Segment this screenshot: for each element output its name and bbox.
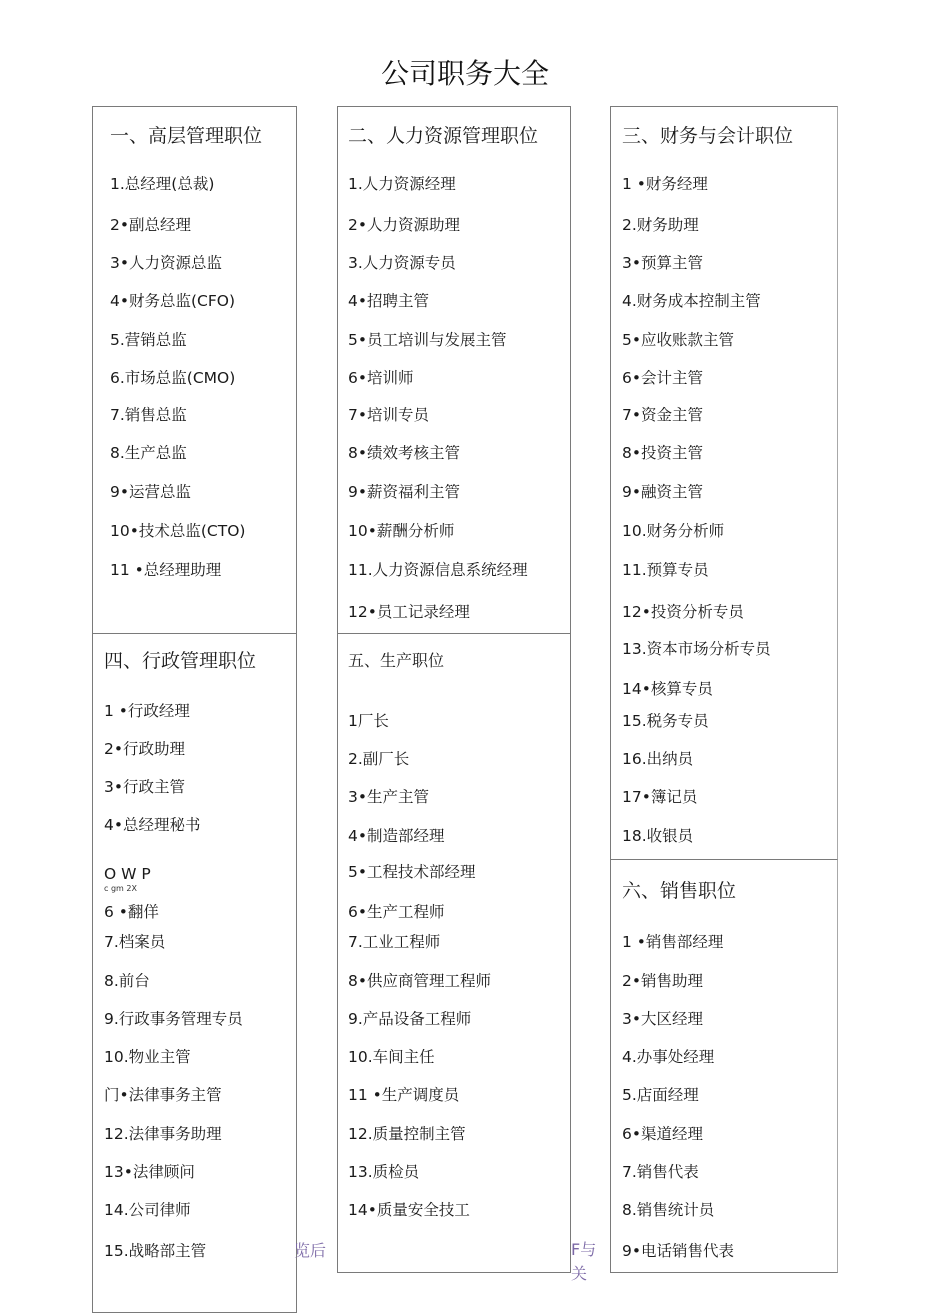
list-item: 2•行政助理 — [104, 740, 186, 758]
list-item: 11.人力资源信息系统经理 — [348, 561, 528, 579]
list-item: 9•融资主管 — [622, 483, 704, 501]
list-item: 15.战略部主管 — [104, 1242, 207, 1260]
list-item: 3•人力资源总监 — [110, 254, 223, 272]
list-item: 12•投资分析专员 — [622, 603, 744, 621]
list-item: 9.产品设备工程师 — [348, 1010, 472, 1028]
list-item: 7.档案员 — [104, 933, 166, 951]
list-item: 8.销售统计员 — [622, 1201, 715, 1219]
page-title: 公司职务大全 — [380, 57, 549, 90]
list-item: 9•运营总监 — [110, 483, 192, 501]
list-item: 5.营销总监 — [110, 331, 187, 349]
list-item: 12.质量控制主管 — [348, 1125, 466, 1143]
list-item: 4.财务成本控制主管 — [622, 292, 761, 310]
list-item: 4.办事处经理 — [622, 1048, 715, 1066]
list-item: 4•制造部经理 — [348, 827, 445, 845]
list-item: 6•会计主管 — [622, 369, 704, 387]
list-item: 7.销售总监 — [110, 406, 187, 424]
list-item: 4•招聘主管 — [348, 292, 430, 310]
watermark-text-right: F与 — [571, 1240, 597, 1259]
list-item: 7•资金主管 — [622, 406, 704, 424]
list-item: 3.人力资源专员 — [348, 254, 456, 272]
list-item: 15.税务专员 — [622, 712, 709, 730]
list-item: 1.人力资源经理 — [348, 175, 456, 193]
section-heading-production: 五、生产职位 — [348, 651, 445, 670]
list-item: 4•总经理秘书 — [104, 816, 201, 834]
list-item: 7.销售代表 — [622, 1163, 699, 1181]
section-heading-finance: 三、财务与会计职位 — [622, 125, 794, 147]
list-item: 9•电话销售代表 — [622, 1242, 735, 1260]
list-item: 6.市场总监(CMO) — [110, 369, 236, 387]
list-item: 门•法律事务主管 — [104, 1086, 222, 1104]
list-item: 8.生产总监 — [110, 444, 187, 462]
list-item: 10.车间主任 — [348, 1048, 435, 1066]
list-item: 11 •生产调度员 — [348, 1086, 460, 1104]
list-item: 12.法律事务助理 — [104, 1125, 222, 1143]
section-heading-executive: 一、高层管理职位 — [110, 125, 263, 147]
list-item: 1厂长 — [348, 712, 389, 730]
list-item: 5•应收账款主管 — [622, 331, 735, 349]
list-item: 5•工程技术部经理 — [348, 863, 476, 881]
list-item: 8•投资主管 — [622, 444, 704, 462]
list-item: 6•生产工程师 — [348, 903, 445, 921]
list-item: 13.资本市场分析专员 — [622, 640, 771, 658]
section-heading-administration: 四、行政管理职位 — [104, 650, 257, 672]
small-note: c gm 2X — [104, 884, 137, 893]
list-item: 13.质检员 — [348, 1163, 420, 1181]
list-item: 5.店面经理 — [622, 1086, 699, 1104]
list-item: 7•培训专员 — [348, 406, 430, 424]
list-item: 13•法律顾问 — [104, 1163, 195, 1181]
list-item: 8.前台 — [104, 972, 150, 990]
list-item: 9.行政事务管理专员 — [104, 1010, 243, 1028]
list-item: 1 •销售部经理 — [622, 933, 724, 951]
list-item: 14.公司律师 — [104, 1201, 191, 1219]
list-item: 14•核算专员 — [622, 680, 713, 698]
list-item: 4•财务总监(CFO) — [110, 292, 236, 310]
list-item: 10•技术总监(CTO) — [110, 522, 246, 540]
list-item: 16.出纳员 — [622, 750, 694, 768]
list-item: 3•大区经理 — [622, 1010, 704, 1028]
list-item: 3•行政主管 — [104, 778, 186, 796]
list-item: 10.财务分析师 — [622, 522, 725, 540]
list-item: 10•薪酬分析师 — [348, 522, 455, 540]
list-item: 2.副厂长 — [348, 750, 410, 768]
list-item: 2•副总经理 — [110, 216, 192, 234]
list-item: 3•预算主管 — [622, 254, 704, 272]
watermark-text-left: 览后 — [294, 1241, 327, 1260]
list-item: 18.收银员 — [622, 827, 694, 845]
list-item: 8•供应商管理工程师 — [348, 972, 492, 990]
list-item: 12•员工记录经理 — [348, 603, 470, 621]
list-item: 6 •翻佯 — [104, 903, 159, 921]
list-item: 7.工业工程师 — [348, 933, 441, 951]
list-item: 2.财务助理 — [622, 216, 699, 234]
list-item: 10.物业主管 — [104, 1048, 191, 1066]
section-heading-sales: 六、销售职位 — [622, 880, 737, 902]
list-item: 2•人力资源助理 — [348, 216, 461, 234]
list-item: 1 •行政经理 — [104, 702, 190, 720]
list-item: 3•生产主管 — [348, 788, 430, 806]
list-item: 8•绩效考核主管 — [348, 444, 461, 462]
list-item: 11 •总经理助理 — [110, 561, 222, 579]
list-item: 2•销售助理 — [622, 972, 704, 990]
list-item: 14•质量安全技工 — [348, 1201, 470, 1219]
list-item: 11.预算专员 — [622, 561, 709, 579]
section-heading-hr: 二、人力资源管理职位 — [348, 125, 539, 147]
list-item: 5•员工培训与发展主管 — [348, 331, 507, 349]
list-item-garbled: O W P — [104, 865, 151, 883]
list-item: 1 •财务经理 — [622, 175, 708, 193]
list-item: 6•渠道经理 — [622, 1125, 704, 1143]
list-item: 1.总经理(总裁) — [110, 175, 215, 193]
list-item: 6•培训师 — [348, 369, 414, 387]
list-item: 17•簿记员 — [622, 788, 698, 806]
list-item: 9•薪资福利主管 — [348, 483, 461, 501]
watermark-text-right-cut: 关 — [571, 1264, 588, 1283]
